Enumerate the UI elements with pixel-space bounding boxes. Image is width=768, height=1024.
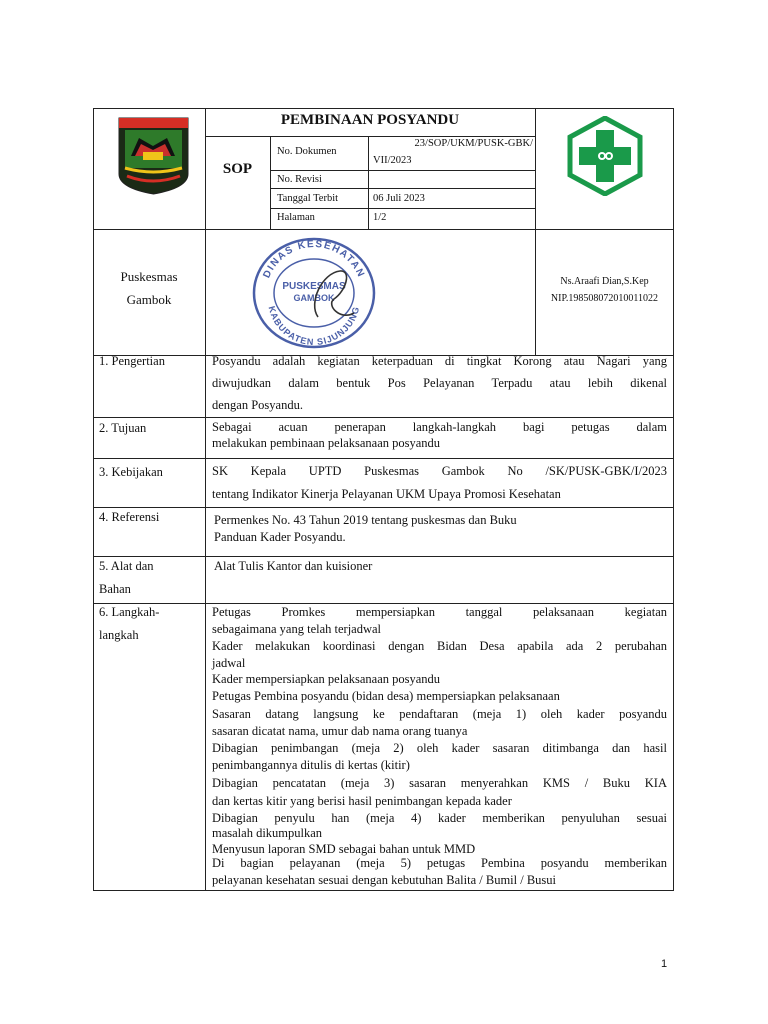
list-item: Dibagian penyulu han (meja 4) kader memberikan penyuluhan sesuai — [212, 811, 667, 825]
page-number: 1 — [661, 958, 668, 970]
halaman-label: Halaman — [277, 212, 315, 223]
list-item: jadwal — [212, 656, 246, 670]
tujuan-line-1: Sebagai acuan penerapan langkah-langkah bagi petugas dalam — [212, 420, 667, 434]
no-dokumen-label: No. Dokumen — [277, 146, 337, 157]
signer-nip: NIP.198508072010011022 — [550, 293, 659, 304]
list-item: Sasaran datang langsung ke pendaftaran (meja 1) oleh kader posyandu — [212, 707, 667, 721]
kabupaten-logo — [117, 116, 190, 196]
referensi-label: 4. Referensi — [99, 510, 160, 524]
list-item: masalah dikumpulkan — [212, 826, 323, 840]
list-item: Dibagian penimbangan (meja 2) oleh kader sasaran ditimbanga dan hasil — [212, 741, 667, 755]
stamp-center-2: GAMBOK — [293, 293, 335, 303]
list-item: Dibagian pencatatan (meja 3) sasaran menyerahkan KMS / Buku KIA — [212, 776, 667, 790]
list-item: Di bagian pelayanan (meja 5) petugas Pembina posyandu memberikan — [212, 856, 667, 870]
official-stamp — [248, 233, 380, 351]
kebijakan-line-2: tentang Indikator Kinerja Pelayanan UKM Upaya Promosi Kesehatan — [212, 487, 561, 501]
pengertian-label: 1. Pengertian — [99, 354, 165, 368]
pengertian-line-3: dengan Posyandu. — [212, 398, 303, 412]
no-dokumen-value-2: VII/2023 — [373, 155, 412, 166]
list-item: Petugas Promkes mempersiapkan tanggal pelaksanaan kegiatan — [212, 605, 667, 619]
list-item: dan kertas kitir yang berisi hasil penimbangan kepada kader — [212, 794, 512, 808]
tanggal-terbit-label: Tanggal Terbit — [277, 193, 339, 204]
pengertian-line-1: Posyandu adalah kegiatan keterpaduan di tingkat Korong atau Nagari yang — [212, 354, 667, 368]
stamp-top-text: DINAS KESEHATAN — [261, 238, 367, 280]
tujuan-line-2: melakukan pembinaan pelaksanaan posyandu — [212, 436, 441, 450]
list-item: penimbangannya ditulis di kertas (kitir) — [212, 758, 410, 772]
halaman-value: 1/2 — [373, 212, 387, 223]
pengertian-line-2: diwujudkan dalam bentuk Pos Pelayanan Terpadu atau lebih dikenal — [212, 376, 667, 390]
tujuan-label: 2. Tujuan — [99, 421, 147, 435]
puskesmas-name-1: Puskesmas — [120, 269, 178, 284]
no-dokumen-value-1: 23/SOP/UKM/PUSK-GBK/ — [414, 138, 533, 149]
list-item: Kader melakukan koordinasi dengan Bidan Desa apabila ada 2 perubahan — [212, 639, 667, 653]
tanggal-terbit-value: 06 Juli 2023 — [373, 193, 425, 204]
alat-label-2: Bahan — [99, 582, 131, 596]
alat-label-1: 5. Alat dan — [99, 559, 154, 573]
kebijakan-line-1: SK Kepala UPTD Puskesmas Gambok No /SK/PUSK-GBK/I/2023 — [212, 464, 667, 478]
sop-label: SOP — [222, 161, 253, 177]
list-item: Petugas Pembina posyandu (bidan desa) mempersiapkan pelaksanaan — [212, 689, 560, 703]
document-title: PEMBINAAN POSYANDU — [280, 112, 460, 128]
stamp-bottom-text: KABUPATEN SIJUNJUNG — [266, 304, 362, 348]
alat-text: Alat Tulis Kantor dan kuisioner — [214, 559, 373, 573]
stamp-center-1: PUSKESMAS — [282, 281, 346, 292]
list-item: Menyusun laporan SMD sebagai bahan untuk MMD — [212, 842, 476, 856]
no-revisi-label: No. Revisi — [277, 174, 322, 185]
list-item: pelayanan kesehatan sesuai dengan kebutuhan Balita / Bumil / Busui — [212, 873, 557, 887]
langkah-label-2: langkah — [99, 628, 139, 642]
kebijakan-label: 3. Kebijakan — [99, 465, 163, 479]
signer-name: Ns.Araafi Dian,S.Kep — [560, 276, 649, 287]
puskesmas-name-2: Gambok — [126, 292, 172, 307]
puskesmas-logo — [566, 116, 644, 196]
list-item: sasaran dicatat nama, umur dab nama orang tuanya — [212, 724, 468, 738]
langkah-label-1: 6. Langkah- — [99, 605, 160, 619]
list-item: Kader mempersiapkan pelaksanaan posyandu — [212, 672, 441, 686]
referensi-line-2: Panduan Kader Posyandu. — [214, 530, 346, 544]
referensi-line-1: Permenkes No. 43 Tahun 2019 tentang puskesmas dan Buku — [214, 513, 517, 527]
list-item: sebagaimana yang telah terjadwal — [212, 622, 382, 636]
